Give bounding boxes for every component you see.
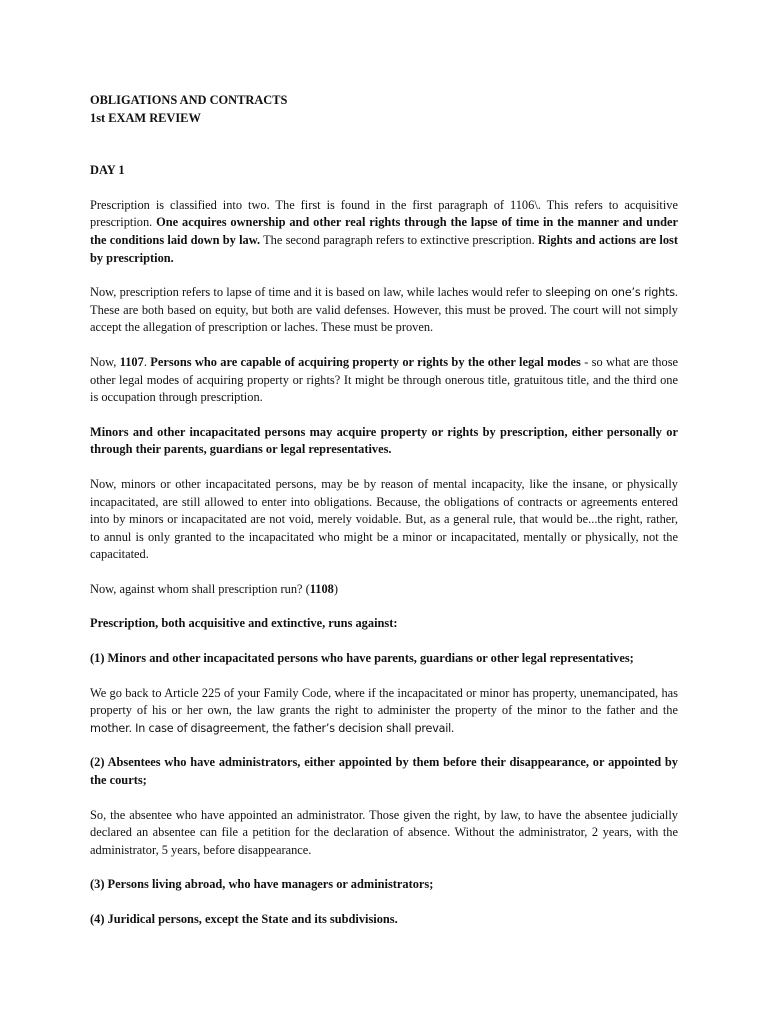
doc-title-line2: 1st EXAM REVIEW xyxy=(90,110,201,125)
paragraph-4: Minors and other incapacitated persons may acquire property or rights by prescription, either personally or through their parents, guardians or legal representatives. xyxy=(90,424,678,457)
paragraph-8: We go back to Article 225 of your Family Code, where if the incapacitated or minor has property, unemancipated, has property of his or her own, the law grants the right to administer the property of the minor to the father and the mother. In case of disagreement, the father’s decision shall prevail. xyxy=(90,685,678,735)
doc-title-line1: OBLIGATIONS AND CONTRACTS xyxy=(90,93,288,107)
paragraph-5: Now, minors or other incapacitated persons, may be by reason of mental incapacity, like the insane, or physically incapacitated, are still allowed to enter into obligations. Because, the obligations of contracts or agreements entered into by minors or incapacitated are not void, merely voidable. But, as a general rule, that would be...the right, rather, to annul is only granted to the incapacitated who might be a minor or incapacitated, mentally or physically, not the capacitated. xyxy=(90,476,678,562)
doc-title xyxy=(90,92,678,127)
list-item-2: (2) Absentees who have administrators, either appointed by them before their disappearance, or appointed by the courts; xyxy=(90,755,678,788)
list-item-4: (4) Juridical persons, except the State and its subdivisions. xyxy=(90,912,398,926)
list-item-1: (1) Minors and other incapacitated persons who have parents, guardians or other legal representatives; xyxy=(90,651,634,666)
paragraph-2: Now, prescription refers to lapse of time and it is based on law, while laches would refer to sleeping on one’s rights. These are both based on equity, but both are valid defenses. However, this must be proved. The court will not simply accept the allegation of prescription or laches. These must be proven. xyxy=(90,285,678,335)
day-heading: DAY 1 xyxy=(90,163,125,178)
document-body xyxy=(90,92,678,929)
paragraph-1: Prescription is classified into two. The first is found in the first paragraph of 1106\. This refers to acquisitive prescription. One acquires ownership and other real rights through the lapse of time in the manner and under the conditions laid down by law. The second paragraph refers to extinctive prescription. Rights and actions are lost by prescription. xyxy=(90,197,678,265)
paragraph-9: So, the absentee who have appointed an administrator. Those given the right, by law, to have the absentee judicially declared an absentee can file a petition for the declaration of absence. Without the administrator, 2 years, with the administrator, 5 years, before disappearance. xyxy=(90,807,678,857)
paragraph-3: Now, 1107. Persons who are capable of acquiring property or rights by the other legal modes - so what are those other legal modes of acquiring property or rights? It might be through onerous title, gratuitous title, and the third one is occupation through prescription. xyxy=(90,354,679,405)
paragraph-7: Prescription, both acquisitive and extinctive, runs against: xyxy=(90,616,398,631)
list-item-3: (3) Persons living abroad, who have managers or administrators; xyxy=(90,877,434,892)
paragraph-6: Now, against whom shall prescription run? (1108) xyxy=(90,581,339,596)
